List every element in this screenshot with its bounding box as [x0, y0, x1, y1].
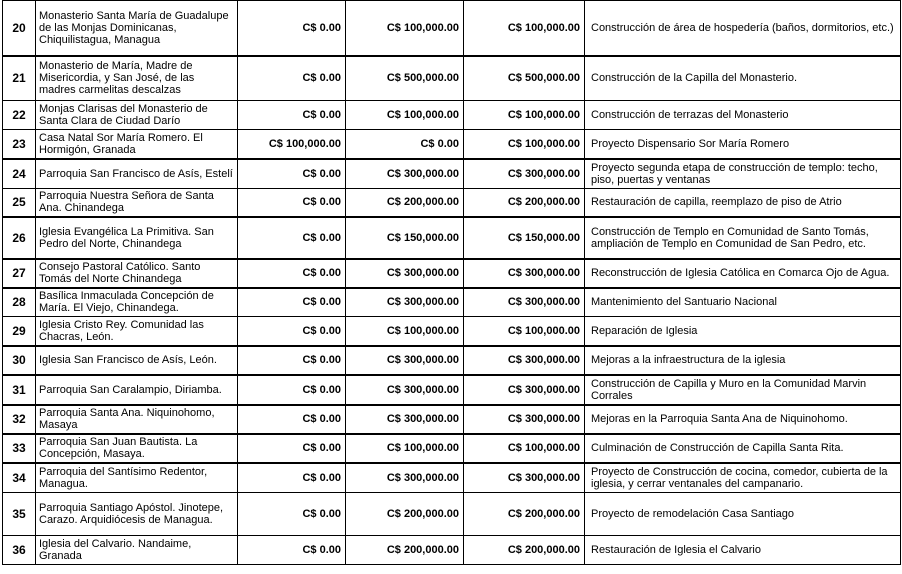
amount-cell: C$ 0.00	[238, 434, 346, 463]
project-description: Construcción de Templo en Comunidad de Santo Tomás, ampliación de Templo en Comunidad de San Pedro, etc.	[585, 217, 901, 259]
amount-cell: C$ 500,000.00	[346, 56, 464, 101]
project-description: Proyecto de Construcción de cocina, comedor, cubierta de la iglesia, y cerrar ventanales del campanario.	[585, 463, 901, 493]
table-row	[3, 259, 901, 288]
row-number: 25	[3, 189, 36, 217]
row-number: 36	[3, 536, 36, 565]
amount-cell: C$ 300,000.00	[346, 463, 464, 493]
total-amount-cell: C$ 300,000.00	[464, 375, 585, 405]
row-number: 29	[3, 317, 36, 346]
table-row	[3, 189, 901, 217]
table-row	[3, 56, 901, 101]
table-row	[3, 434, 901, 463]
amount-cell: C$ 150,000.00	[346, 217, 464, 259]
row-number: 26	[3, 217, 36, 259]
row-number: 24	[3, 159, 36, 189]
amount-cell: C$ 0.00	[346, 130, 464, 159]
project-description: Restauración de capilla, reemplazo de piso de Atrio	[585, 189, 901, 217]
amount-cell: C$ 300,000.00	[346, 346, 464, 375]
table-row	[3, 159, 901, 189]
total-amount-cell: C$ 300,000.00	[464, 405, 585, 434]
table-row	[3, 1, 901, 56]
project-description: Proyecto de remodelación Casa Santiago	[585, 493, 901, 536]
amount-cell: C$ 300,000.00	[346, 288, 464, 317]
table-row	[3, 493, 901, 536]
amount-cell: C$ 0.00	[238, 159, 346, 189]
row-number: 27	[3, 259, 36, 288]
amount-cell: C$ 0.00	[238, 536, 346, 565]
row-number: 35	[3, 493, 36, 536]
amount-cell: C$ 0.00	[238, 288, 346, 317]
institution-name: Parroquia San Caralampio, Diriamba.	[36, 375, 238, 405]
institution-name: Iglesia Evangélica La Primitiva. San Pedro del Norte, Chinandega	[36, 217, 238, 259]
institution-name: Iglesia Cristo Rey. Comunidad las Chacras, León.	[36, 317, 238, 346]
institution-name: Parroquia Nuestra Señora de Santa Ana. Chinandega	[36, 189, 238, 217]
table-row	[3, 463, 901, 493]
project-description: Mejoras en la Parroquia Santa Ana de Niquinohomo.	[585, 405, 901, 434]
amount-cell: C$ 200,000.00	[346, 536, 464, 565]
total-amount-cell: C$ 100,000.00	[464, 1, 585, 56]
table-row	[3, 101, 901, 130]
row-number: 30	[3, 346, 36, 375]
total-amount-cell: C$ 300,000.00	[464, 259, 585, 288]
project-description: Reparación de Iglesia	[585, 317, 901, 346]
amount-cell: C$ 200,000.00	[346, 493, 464, 536]
total-amount-cell: C$ 200,000.00	[464, 189, 585, 217]
project-description: Construcción de área de hospedería (baños, dormitorios, etc.)	[585, 1, 901, 56]
amount-cell: C$ 300,000.00	[346, 259, 464, 288]
institution-name: Parroquia del Santísimo Redentor, Managua.	[36, 463, 238, 493]
amount-cell: C$ 100,000.00	[346, 101, 464, 130]
institution-name: Monjas Clarisas del Monasterio de Santa Clara de Ciudad Darío	[36, 101, 238, 130]
project-description: Proyecto Dispensario Sor María Romero	[585, 130, 901, 159]
institution-name: Parroquia Santa Ana. Niquinohomo, Masaya	[36, 405, 238, 434]
project-description: Mantenimiento del Santuario Nacional	[585, 288, 901, 317]
row-number: 21	[3, 56, 36, 101]
table-row	[3, 536, 901, 565]
table-row	[3, 317, 901, 346]
row-number: 20	[3, 1, 36, 56]
row-number: 33	[3, 434, 36, 463]
total-amount-cell: C$ 150,000.00	[464, 217, 585, 259]
institution-name: Parroquia San Francisco de Asís, Estelí	[36, 159, 238, 189]
amount-cell: C$ 100,000.00	[346, 434, 464, 463]
row-number: 32	[3, 405, 36, 434]
total-amount-cell: C$ 200,000.00	[464, 536, 585, 565]
table-row	[3, 288, 901, 317]
institution-name: Basílica Inmaculada Concepción de María. El Viejo, Chinandega.	[36, 288, 238, 317]
row-number: 22	[3, 101, 36, 130]
institution-name: Consejo Pastoral Católico. Santo Tomás del Norte Chinandega	[36, 259, 238, 288]
project-description: Mejoras a la infraestructura de la iglesia	[585, 346, 901, 375]
total-amount-cell: C$ 500,000.00	[464, 56, 585, 101]
total-amount-cell: C$ 100,000.00	[464, 130, 585, 159]
institution-name: Monasterio de María, Madre de Misericordia, y San José, de las madres carmelitas descalzas	[36, 56, 238, 101]
amount-cell: C$ 0.00	[238, 493, 346, 536]
total-amount-cell: C$ 200,000.00	[464, 493, 585, 536]
row-number: 31	[3, 375, 36, 405]
table-body	[3, 1, 901, 565]
row-number: 23	[3, 130, 36, 159]
total-amount-cell: C$ 300,000.00	[464, 346, 585, 375]
total-amount-cell: C$ 300,000.00	[464, 159, 585, 189]
project-description: Construcción de Capilla y Muro en la Comunidad Marvin Corrales	[585, 375, 901, 405]
row-number: 28	[3, 288, 36, 317]
amount-cell: C$ 0.00	[238, 317, 346, 346]
table-row	[3, 375, 901, 405]
amount-cell: C$ 100,000.00	[346, 317, 464, 346]
institution-name: Parroquia San Juan Bautista. La Concepción, Masaya.	[36, 434, 238, 463]
amount-cell: C$ 300,000.00	[346, 375, 464, 405]
amount-cell: C$ 100,000.00	[238, 130, 346, 159]
total-amount-cell: C$ 100,000.00	[464, 101, 585, 130]
total-amount-cell: C$ 100,000.00	[464, 434, 585, 463]
total-amount-cell: C$ 100,000.00	[464, 317, 585, 346]
amount-cell: C$ 200,000.00	[346, 189, 464, 217]
project-description: Construcción de terrazas del Monasterio	[585, 101, 901, 130]
budget-table	[2, 0, 901, 565]
amount-cell: C$ 0.00	[238, 56, 346, 101]
project-description: Reconstrucción de Iglesia Católica en Comarca Ojo de Agua.	[585, 259, 901, 288]
institution-name: Iglesia del Calvario. Nandaime, Granada	[36, 536, 238, 565]
project-description: Culminación de Construcción de Capilla Santa Rita.	[585, 434, 901, 463]
project-description: Construcción de la Capilla del Monasterio.	[585, 56, 901, 101]
table-row	[3, 130, 901, 159]
amount-cell: C$ 0.00	[238, 189, 346, 217]
institution-name: Monasterio Santa María de Guadalupe de las Monjas Dominicanas, Chiquilistagua, Managua	[36, 1, 238, 56]
amount-cell: C$ 300,000.00	[346, 159, 464, 189]
amount-cell: C$ 0.00	[238, 101, 346, 130]
amount-cell: C$ 100,000.00	[346, 1, 464, 56]
table-row	[3, 405, 901, 434]
project-description: Restauración de Iglesia el Calvario	[585, 536, 901, 565]
institution-name: Iglesia San Francisco de Asís, León.	[36, 346, 238, 375]
amount-cell: C$ 0.00	[238, 259, 346, 288]
institution-name: Parroquia Santiago Apóstol. Jinotepe, Carazo. Arquidiócesis de Managua.	[36, 493, 238, 536]
amount-cell: C$ 0.00	[238, 346, 346, 375]
amount-cell: C$ 300,000.00	[346, 405, 464, 434]
table-row	[3, 217, 901, 259]
amount-cell: C$ 0.00	[238, 463, 346, 493]
total-amount-cell: C$ 300,000.00	[464, 463, 585, 493]
amount-cell: C$ 0.00	[238, 1, 346, 56]
institution-name: Casa Natal Sor María Romero. El Hormigón, Granada	[36, 130, 238, 159]
amount-cell: C$ 0.00	[238, 217, 346, 259]
amount-cell: C$ 0.00	[238, 405, 346, 434]
row-number: 34	[3, 463, 36, 493]
total-amount-cell: C$ 300,000.00	[464, 288, 585, 317]
table-row	[3, 346, 901, 375]
amount-cell: C$ 0.00	[238, 375, 346, 405]
project-description: Proyecto segunda etapa de construcción de templo: techo, piso, puertas y ventanas	[585, 159, 901, 189]
